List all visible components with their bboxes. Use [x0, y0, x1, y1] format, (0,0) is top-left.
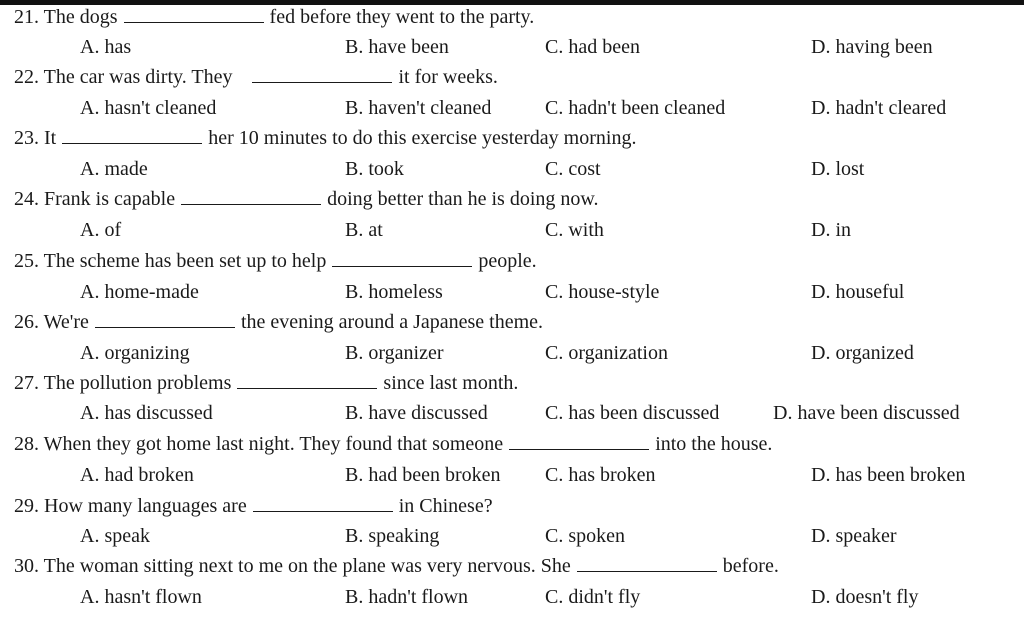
option-d[interactable]: D. speaker: [811, 525, 897, 547]
option-b[interactable]: B. had been broken: [345, 464, 501, 486]
answer-blank[interactable]: [124, 3, 264, 23]
option-a[interactable]: A. speak: [80, 525, 150, 547]
options-27: [0, 398, 1024, 428]
answer-blank[interactable]: [181, 185, 321, 205]
option-c[interactable]: C. has been discussed: [545, 402, 720, 424]
option-a[interactable]: A. home-made: [80, 281, 199, 303]
option-b[interactable]: B. at: [345, 219, 383, 241]
question-text: 28. When they got home last night. They found that someone into the house.: [14, 429, 772, 459]
answer-blank[interactable]: [577, 552, 717, 572]
option-d[interactable]: D. having been: [811, 36, 933, 58]
question-text: 30. The woman sitting next to me on the plane was very nervous. She before.: [14, 551, 779, 581]
option-a[interactable]: A. had broken: [80, 464, 194, 486]
option-c[interactable]: C. didn't fly: [545, 586, 641, 608]
option-c[interactable]: C. has broken: [545, 464, 656, 486]
option-d[interactable]: D. has been broken: [811, 464, 966, 486]
option-b[interactable]: B. homeless: [345, 281, 443, 303]
option-d[interactable]: D. lost: [811, 158, 865, 180]
option-b[interactable]: B. haven't cleaned: [345, 97, 492, 119]
options-23: [0, 154, 1024, 184]
options-28: [0, 460, 1024, 490]
question-28: [0, 429, 1024, 459]
question-text: 27. The pollution problems since last month.: [14, 368, 518, 398]
options-25: [0, 277, 1024, 307]
options-21: [0, 32, 1024, 62]
question-25: [0, 246, 1024, 276]
option-c[interactable]: C. hadn't been cleaned: [545, 97, 726, 119]
answer-blank[interactable]: [62, 124, 202, 144]
question-30: [0, 551, 1024, 581]
option-d[interactable]: D. organized: [811, 342, 914, 364]
question-text: 24. Frank is capable doing better than he is doing now.: [14, 184, 599, 214]
question-27: [0, 368, 1024, 398]
option-c[interactable]: C. spoken: [545, 525, 625, 547]
answer-blank[interactable]: [237, 369, 377, 389]
question-text: 25. The scheme has been set up to help people.: [14, 246, 537, 276]
option-a[interactable]: A. of: [80, 219, 122, 241]
options-22: [0, 93, 1024, 123]
options-30: [0, 582, 1024, 612]
answer-blank[interactable]: [95, 308, 235, 328]
question-26: [0, 307, 1024, 337]
option-b[interactable]: B. organizer: [345, 342, 444, 364]
option-a[interactable]: A. made: [80, 158, 148, 180]
option-b[interactable]: B. speaking: [345, 525, 440, 547]
question-21: [0, 2, 1024, 32]
options-24: [0, 215, 1024, 245]
option-b[interactable]: B. have discussed: [345, 402, 488, 424]
question-text: 29. How many languages are in Chinese?: [14, 491, 493, 521]
option-c[interactable]: C. with: [545, 219, 604, 241]
option-d[interactable]: D. in: [811, 219, 851, 241]
option-d[interactable]: D. hadn't cleared: [811, 97, 947, 119]
question-text: 26. We're the evening around a Japanese theme.: [14, 307, 543, 337]
option-c[interactable]: C. had been: [545, 36, 640, 58]
option-b[interactable]: B. have been: [345, 36, 449, 58]
question-text: 22. The car was dirty. They it for weeks.: [14, 62, 498, 92]
option-d[interactable]: D. doesn't fly: [811, 586, 919, 608]
question-text: 23. It her 10 minutes to do this exercise yesterday morning.: [14, 123, 636, 153]
answer-blank[interactable]: [252, 63, 392, 83]
option-c[interactable]: C. organization: [545, 342, 668, 364]
option-b[interactable]: B. took: [345, 158, 404, 180]
option-a[interactable]: A. has discussed: [80, 402, 213, 424]
option-a[interactable]: A. hasn't flown: [80, 586, 202, 608]
options-26: [0, 338, 1024, 368]
answer-blank[interactable]: [253, 492, 393, 512]
option-b[interactable]: B. hadn't flown: [345, 586, 469, 608]
answer-blank[interactable]: [332, 247, 472, 267]
options-29: [0, 521, 1024, 551]
option-a[interactable]: A. organizing: [80, 342, 190, 364]
question-23: [0, 123, 1024, 153]
option-d[interactable]: D. have been discussed: [773, 402, 960, 424]
question-text: 21. The dogs fed before they went to the party.: [14, 2, 534, 32]
question-24: [0, 184, 1024, 214]
option-a[interactable]: A. has: [80, 36, 132, 58]
question-29: [0, 491, 1024, 521]
option-c[interactable]: C. house-style: [545, 281, 660, 303]
answer-blank[interactable]: [509, 430, 649, 450]
question-22: [0, 62, 1024, 92]
option-a[interactable]: A. hasn't cleaned: [80, 97, 217, 119]
option-d[interactable]: D. houseful: [811, 281, 905, 303]
option-c[interactable]: C. cost: [545, 158, 601, 180]
